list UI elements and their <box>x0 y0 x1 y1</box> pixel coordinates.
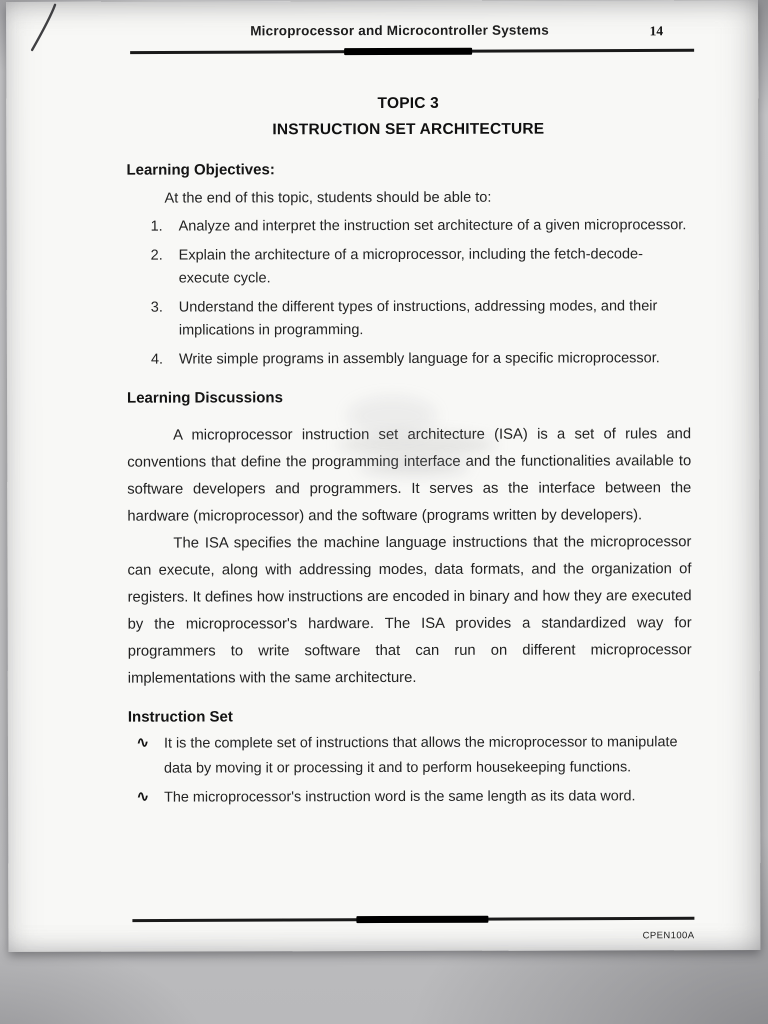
objective-number: 1. <box>150 218 163 235</box>
instruction-set-heading: Instruction Set <box>127 708 233 726</box>
objective-number: 4. <box>150 351 164 368</box>
objective-text: Write simple programs in assembly language for a specific microprocessor. <box>178 350 660 368</box>
footer-rule <box>132 915 694 923</box>
objective-number: 2. <box>150 247 163 264</box>
objectives-heading: Learning Objectives: <box>126 161 275 179</box>
header-rule-thick-segment <box>344 48 472 55</box>
topic-name: INSTRUCTION SET ARCHITECTURE <box>272 120 545 139</box>
pen-squiggle-bullet-icon: ∿ <box>136 788 150 806</box>
objective-item <box>127 295 691 342</box>
objective-text: Explain the architecture of a microprocessor, including the fetch-decode-execute cycle. <box>178 246 643 287</box>
instruction-set-list <box>128 730 692 810</box>
page-header <box>136 22 663 41</box>
scan-artifact <box>347 396 437 436</box>
objective-number: 3. <box>150 299 163 316</box>
running-title: Microprocessor and Microcontroller Systems <box>250 22 549 39</box>
objective-item <box>127 214 691 238</box>
document-page <box>6 0 760 952</box>
instruction-set-item <box>128 784 692 810</box>
instruction-set-item <box>128 730 692 781</box>
objective-item <box>127 347 691 371</box>
instruction-set-text: It is the complete set of instructions that allows the microprocessor to manipulate data by moving it or processing it and to perform housekeeping functions. <box>163 734 678 777</box>
objective-item <box>127 243 691 290</box>
footer-rule-thick-segment <box>356 916 488 923</box>
header-rule <box>130 47 694 55</box>
topic-title <box>126 90 690 143</box>
discussion-paragraph-1: A microprocessor instruction set architecture (ISA) is a set of rules and conventions that define the programming interface and the functionalities available to software developers and programmers. It serves as the interface between the hardware (microprocessor) and the software (programs written by developers). <box>127 426 692 525</box>
discussion-paragraph-2: The ISA specifies the machine language instructions that the microprocessor can execute, along with addressing modes, data formats, and the organization of registers. It defines how instructions are encoded in binary and how they are executed by the microprocessor's hardware. The ISA provides a standardized way for programmers to write software that can run on different microprocessor implementations with the same architecture. <box>127 534 692 687</box>
objective-text: Analyze and interpret the instruction set architecture of a given microprocessor. <box>178 217 687 235</box>
pen-squiggle-bullet-icon: ∿ <box>135 734 150 752</box>
page-number: 14 <box>649 23 664 39</box>
objectives-list <box>127 214 691 371</box>
topic-number: TOPIC 3 <box>377 94 439 113</box>
footer-course-code: CPEN100A <box>642 930 695 942</box>
instruction-set-text: The microprocessor's instruction word is the same length as its data word. <box>164 788 636 806</box>
objectives-intro: At the end of this topic, students should be able to: <box>164 189 492 207</box>
objective-text: Understand the different types of instructions, addressing modes, and their implications in programming. <box>178 298 658 339</box>
discussions-heading: Learning Discussions <box>127 389 283 407</box>
pen-mark <box>18 2 78 62</box>
